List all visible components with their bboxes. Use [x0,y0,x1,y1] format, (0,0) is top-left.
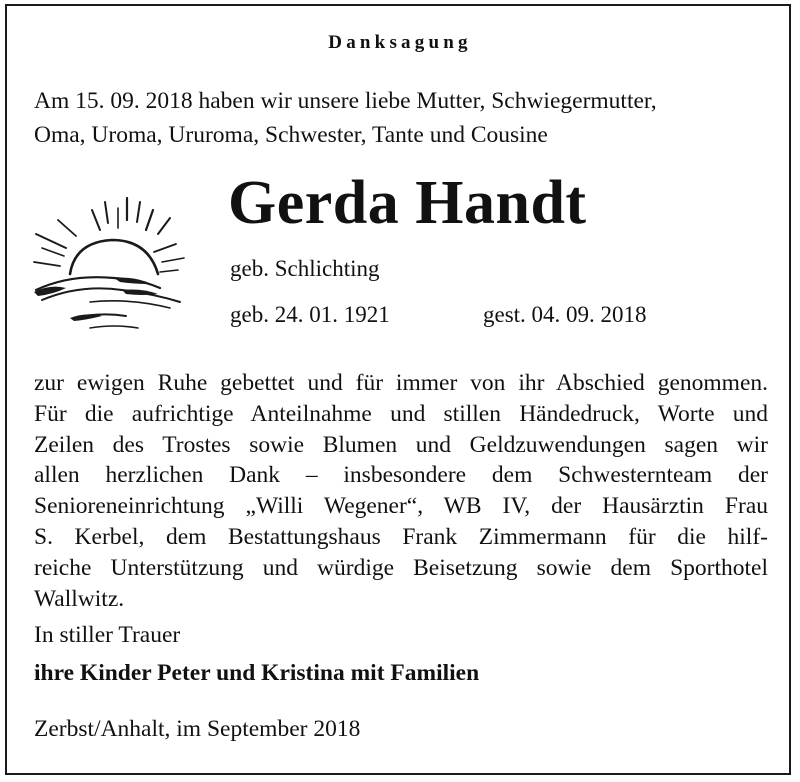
place-and-date: Zerbst/Anhalt, im September 2018 [34,716,361,742]
thanks-line: Senioreneinrichtung „Willi Wegener“, WB IV, der Hausärztin Frau [34,493,768,520]
death-date: gest. 04. 09. 2018 [483,302,647,327]
deceased-name: Gerda Handt [228,169,587,237]
family-signature: ihre Kinder Peter und Kristina mit Familien [34,660,480,686]
intro-text [34,84,774,152]
intro-line: Am 15. 09. 2018 haben wir unsere liebe Mutter, Schwiegermutter, [34,88,657,114]
birth-date: geb. 24. 01. 1921 [230,302,390,327]
closing-phrase: In stiller Trauer [34,622,181,648]
thanks-line: Für die aufrichtige Anteilnahme und stillen Händedruck, Worte und [34,400,768,427]
birth-name: geb. Schlichting [230,256,380,281]
intro-line: Oma, Uroma, Ururoma, Schwester, Tante und Cousine [34,122,548,148]
thanks-line: S. Kerbel, dem Bestattungshaus Frank Zimmermann für die hilf- [34,523,768,550]
sunset-over-hills-icon [30,190,200,340]
thanks-line: allen herzlichen Dank – insbesondere dem Schwesternteam der [34,462,768,489]
thanks-line: zur ewigen Ruhe gebettet und für immer von ihr Abschied genommen. [34,370,768,396]
thanks-line: reiche Unterstützung und würdige Beisetzung sowie dem Sporthotel [34,554,768,581]
notice-heading: Danksagung [328,32,472,53]
thanks-text [34,368,768,614]
thanks-line: Wallwitz. [34,585,125,612]
thanks-line: Zeilen des Trostes sowie Blumen und Geldzuwendungen sagen wir [34,431,768,458]
